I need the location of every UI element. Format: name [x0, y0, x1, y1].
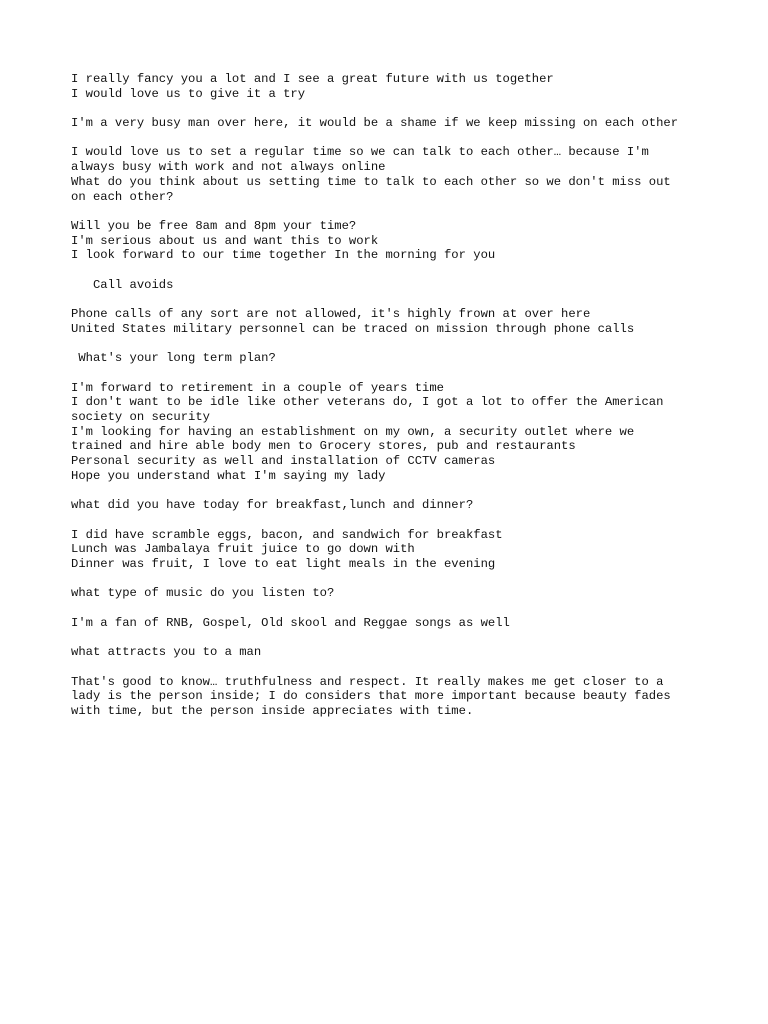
text-line: That's good to know… truthfulness and respect. It really makes me get closer to a [71, 674, 664, 689]
paragraph [71, 219, 731, 263]
text-line: on each other? [71, 189, 174, 204]
text-line: I look forward to our time together In the morning for you [71, 248, 496, 263]
paragraph [71, 616, 731, 631]
text-line: Call avoids [71, 277, 174, 292]
paragraph [71, 72, 731, 101]
text-line: Lunch was Jambalaya fruit juice to go down with [71, 542, 415, 557]
text-line: I'm a fan of RNB, Gospel, Old skool and Reggae songs as well [71, 615, 510, 630]
text-line: what type of music do you listen to? [71, 586, 335, 601]
text-line: I'm forward to retirement in a couple of years time [71, 380, 444, 395]
text-line: what did you have today for breakfast,lunch and dinner? [71, 498, 474, 513]
paragraph [71, 675, 731, 719]
document-page [71, 72, 731, 733]
text-line: Phone calls of any sort are not allowed, it's highly frown at over here [71, 307, 591, 322]
text-line: I'm looking for having an establishment on my own, a security outlet where we [71, 424, 635, 439]
question [71, 586, 731, 601]
text-line: society on security [71, 410, 210, 425]
text-line: I'm serious about us and want this to work [71, 233, 379, 248]
paragraph [71, 307, 731, 336]
text-line: I did have scramble eggs, bacon, and sandwich for breakfast [71, 527, 503, 542]
text-line: what attracts you to a man [71, 645, 262, 660]
text-line: I don't want to be idle like other veterans do, I got a lot to offer the American [71, 395, 664, 410]
text-line: trained and hire able body men to Grocery stores, pub and restaurants [71, 439, 576, 454]
text-line: Personal security as well and installation of CCTV cameras [71, 454, 496, 469]
text-line: I would love us to give it a try [71, 86, 306, 101]
paragraph [71, 145, 731, 204]
text-line: always busy with work and not always online [71, 160, 386, 175]
text-line: Hope you understand what I'm saying my lady [71, 468, 386, 483]
section-heading [71, 278, 731, 293]
text-line: United States military personnel can be traced on mission through phone calls [71, 321, 635, 336]
text-line: Will you be free 8am and 8pm your time? [71, 218, 357, 233]
text-line: lady is the person inside; I do considers that more important because beauty fades [71, 689, 671, 704]
question [71, 498, 731, 513]
paragraph [71, 528, 731, 572]
text-line: I really fancy you a lot and I see a great future with us together [71, 72, 554, 86]
question [71, 645, 731, 660]
text-line: What's your long term plan? [71, 351, 276, 366]
paragraph [71, 381, 731, 484]
text-line: I would love us to set a regular time so we can talk to each other… because I'm [71, 145, 649, 160]
question [71, 351, 731, 366]
text-line: What do you think about us setting time to talk to each other so we don't miss out [71, 174, 671, 189]
text-line: with time, but the person inside appreciates with time. [71, 704, 474, 719]
text-line: I'm a very busy man over here, it would be a shame if we keep missing on each other [71, 116, 679, 131]
paragraph [71, 116, 731, 131]
text-line: Dinner was fruit, I love to eat light meals in the evening [71, 557, 496, 572]
